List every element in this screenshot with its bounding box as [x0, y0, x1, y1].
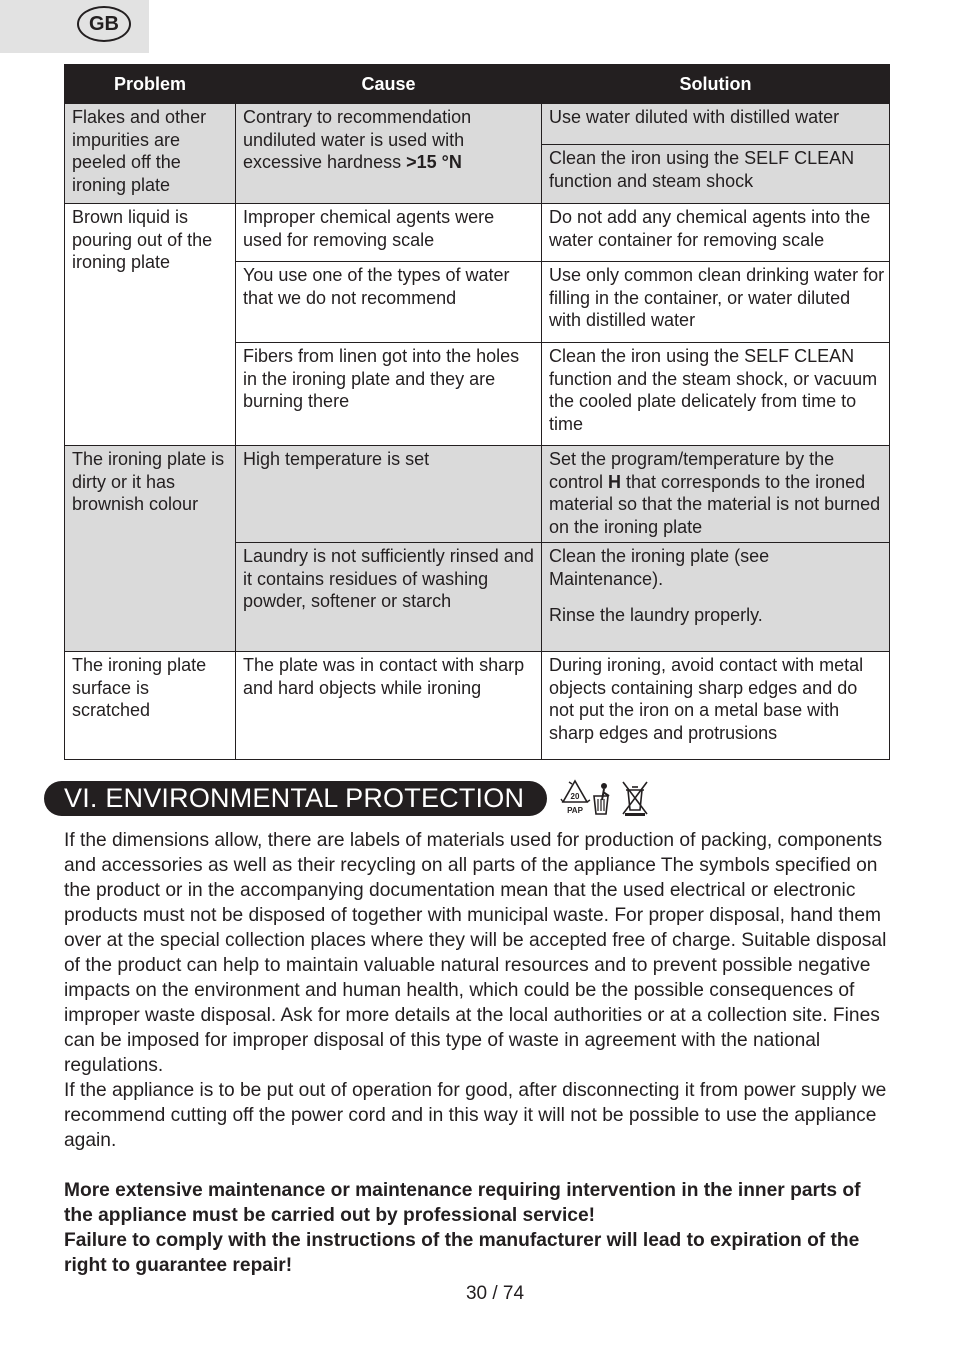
solution-cell: Do not add any chemical agents into the water container for removing scale	[542, 204, 890, 262]
problem-cell: The ironing plate surface is scratched	[65, 652, 236, 760]
language-tab	[0, 0, 149, 53]
problem-cell: Brown liquid is pouring out of the ironing plate	[65, 204, 236, 446]
language-badge: GB	[77, 6, 131, 42]
cause-cell: Fibers from linen got into the holes in the ironing plate and they are burning there	[236, 343, 542, 446]
table-row	[65, 446, 890, 543]
problem-cell: The ironing plate is dirty or it has brownish colour	[65, 446, 236, 652]
recycling-pap-20-icon	[561, 781, 590, 815]
svg-text:20: 20	[570, 792, 580, 801]
solution-line: Rinse the laundry properly.	[549, 605, 763, 625]
paragraph: If the appliance is to be put out of operation for good, after disconnecting it from power supply we recommend cutting off the power cord and in this way it will not be possible to use the appliance again.	[64, 1080, 887, 1151]
solution-text: Set the program/temperature by the control	[549, 449, 835, 492]
solution-cell: Clean the iron using the SELF CLEAN function and the steam shock, or vacuum the cooled plate delicately from time to time	[542, 343, 890, 446]
solution-cell: Clean the iron using the SELF CLEAN function and steam shock	[542, 145, 890, 204]
cause-cell: You use one of the types of water that we do not recommend	[236, 262, 542, 343]
solution-text: that corresponds to the ironed material so that the material is not burned on the ironing plate	[549, 471, 881, 537]
problem-cell: Flakes and other impurities are peeled off the ironing plate	[65, 104, 236, 204]
hardness-value: >15 °N	[406, 152, 462, 172]
section-title-bar	[44, 781, 547, 816]
header-cause: Cause	[236, 65, 542, 104]
header-problem: Problem	[65, 65, 236, 104]
table-header-row	[65, 65, 890, 104]
environmental-icons	[560, 778, 656, 818]
troubleshooting-table	[64, 64, 890, 760]
header-solution: Solution	[542, 65, 890, 104]
environment-text	[64, 828, 894, 1278]
warning-paragraph: More extensive maintenance or maintenance requiring intervention in the inner parts of the appliance must be carried out by professional service!	[64, 1180, 861, 1226]
cause-cell: The plate was in contact with sharp and hard objects while ironing	[236, 652, 542, 760]
solution-line: Clean the ironing plate (see Maintenance).	[549, 546, 770, 589]
table-row	[65, 652, 890, 760]
cause-cell: Laundry is not sufficiently rinsed and it contains residues of washing powder, softener or starch	[236, 543, 542, 652]
table-row	[65, 104, 890, 145]
cause-text: Contrary to recommendation undiluted water is used with excessive hardness	[243, 107, 472, 172]
cause-cell: Improper chemical agents were used for removing scale	[236, 204, 542, 262]
waste-bin-person-icon	[594, 783, 609, 814]
cause-cell: High temperature is set	[236, 446, 542, 543]
warning-paragraph: Failure to comply with the instructions of the manufacturer will lead to expiration of the right to guarantee repair!	[64, 1230, 860, 1276]
cause-cell	[236, 104, 542, 204]
section-title: VI. ENVIRONMENTAL PROTECTION	[64, 783, 525, 813]
solution-cell	[542, 543, 890, 652]
solution-cell: During ironing, avoid contact with metal objects containing sharp edges and do not put the iron on a metal base with sharp edges and protrusions	[542, 652, 890, 760]
solution-cell	[542, 446, 890, 543]
warning-block	[64, 1178, 894, 1278]
crossed-out-bin-icon	[623, 782, 647, 816]
solution-cell: Use only common clean drinking water for filling in the container, or water diluted with distilled water	[542, 262, 890, 343]
paragraph: If the dimensions allow, there are labels of materials used for production of packing, components and accessories as well as their recycling on all parts of the appliance The symbols specified on the product or in the accompanying documentation mean that the used electrical or electronic products must not be disposed of together with municipal waste. For proper disposal, hand them over at the special collection places where they will be accepted free of charge. Suitable disposal of the product can help to maintain valuable natural resources and to prevent possible negative impacts on the environment and human health, which could be the possible consequences of improper waste disposal. Ask for more details at the local authorities or at a collection site. Fines can be imposed for improper disposal of this type of waste in agreement with the national regulations.	[64, 830, 887, 1076]
svg-text:PAP: PAP	[567, 806, 583, 815]
page-number: 30 / 74	[465, 1283, 525, 1304]
solution-cell: Use water diluted with distilled water	[542, 104, 890, 145]
table-row	[65, 204, 890, 262]
control-letter: H	[608, 471, 622, 492]
